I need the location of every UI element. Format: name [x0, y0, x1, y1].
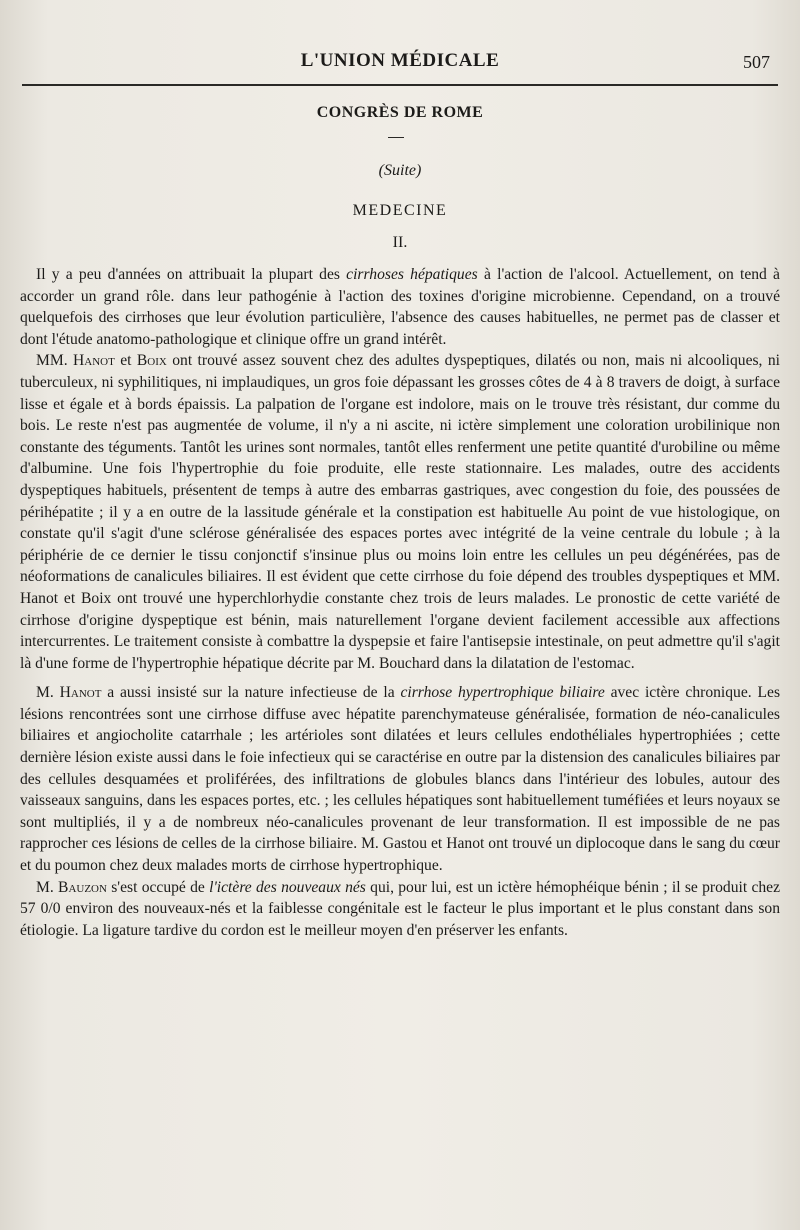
paragraph-3: M. Hanot a aussi insisté sur la nature infectieuse de la cirrhose hypertrophique biliaire avec ictère chronique. Les lésions rencontrées sont une cirrhose diffuse avec hépatite parenchymateuse généralisée, formation de néo-canalicules biliaires et angiocholite catarrhale ; les artérioles sont dilatées et leurs cellules endothéliales hypertrophiées ; cette dernière lésion existe aussi dans le foie infectieux qui se caractérise en outre par la distension des canalicules biliaires par des cellules desquamées et proliférées, des infiltrations de globules blancs dans l'intérieur des lobules, autour des vaisseaux sanguins, dans les espaces portes, etc. ; les cellules hépatiques sont habituellement tuméfiées et leurs noyaux se sont multipliés, il y a de nombreux néo-canalicules provenant de leur transformation. Il est impossible de ne pas rapprocher ces lésions de celles de la cirrhose biliaire. M. Gastou et Hanot ont trouvé un diplocoque dans le sang du cœur et du poumon chez deux malades morts de cirrhose hypertrophique. [20, 684, 781, 875]
title-dash [388, 137, 404, 138]
paragraph-2: MM. Hanot et Boix ont trouvé assez souvent chez des adultes dyspeptiques, dilatés ou non, mais ni alcooliques, ni tuberculeux, ni syphilitiques, ni implaudiques, un gros foie dépassant les grosses côtes de 4 à 8 travers de doigt, à surface lisse et égale et à bords épaissis. La palpation de l'organe est indolore, mais on le trouve très résistant, dur comme du bois. Le reste n'est pas augmentée de volume, il n'y a ni ascite, ni ictère simplement une coloration urobilinique non constante des téguments. Tantôt les urines sont normales, tantôt elles renferment une petite quantité d'urobiline ou même d'albumine. Une fois l'hypertrophie du foie produite, elle reste stationnaire. Les malades, outre des accidents dyspeptiques habituels, présentent de temps à autre des embarras gastriques, avec congestion du foie, des poussées de périhépatite ; il y a en outre de la lassitude générale et la constipation est habituelle Au point de vue histologique, on constate qu'il s'agit d'une sclérose généralisée des espaces portes avec intégrité de la veine centrale du lobule ; à la périphérie de ce dernier le tissu conjonctif s'insinue plus ou moins loin entre les cellules un peu dégénérées, pas de néoformations de canalicules biliaires. Il est évident que cette cirrhose du foie dépend des troubles dyspeptiques et MM. Hanot et Boix ont trouvé une hyperchlorhydie constante chez trois de leurs malades. Le pronostic de cette variété de cirrhose d'origine dyspeptique est bénin, mais naturellement l'organe devient facilement accessible aux affections intercurrentes. Le traitement consiste à combattre la dyspepsie et faire l'antisepsie intestinale, on peut admettre qu'il s'agit là d'une forme de l'hypertrophie hépatique décrite par M. Bouchard dans la dilatation de l'estomac. [20, 352, 780, 672]
section-suite: (Suite) [378, 162, 422, 179]
journal-title: L'UNION MÉDICALE [300, 50, 500, 71]
running-head [20, 46, 780, 80]
paragraph-1: Il y a peu d'années on attribuait la plupart des cirrhoses hépatiques à l'action de l'alcool. Actuellement, on tend à accorder un grand rôle. dans leur pathogénie à l'action des toxines d'origine microbienne. Cependand, on a trouvé quelquefois des cirrhoses que leur évolution particulière, l'absence des causes habituelles, ne permet pas de classer et dont l'étude anatomo-pathologique et clinique offre un grand intérêt. [20, 266, 780, 348]
section-number: II. [392, 234, 408, 251]
page-number: 507 [743, 52, 770, 72]
article-body [20, 264, 780, 941]
section-subtitle: MEDECINE [352, 202, 448, 219]
header-rule [22, 84, 778, 86]
section-title: CONGRÈS DE ROME [316, 104, 484, 121]
paragraph-4: M. Bauzon s'est occupé de l'ictère des nouveaux nés qui, pour lui, est un ictère hémophéique bénin ; il se produit chez 57 0/0 environ des nouveaux-nés et la faiblesse congénitale est le facteur le plus important et le plus constant dans son étiologie. La ligature tardive du cordon est le meilleur moyen d'en préserver les enfants. [20, 878, 780, 939]
